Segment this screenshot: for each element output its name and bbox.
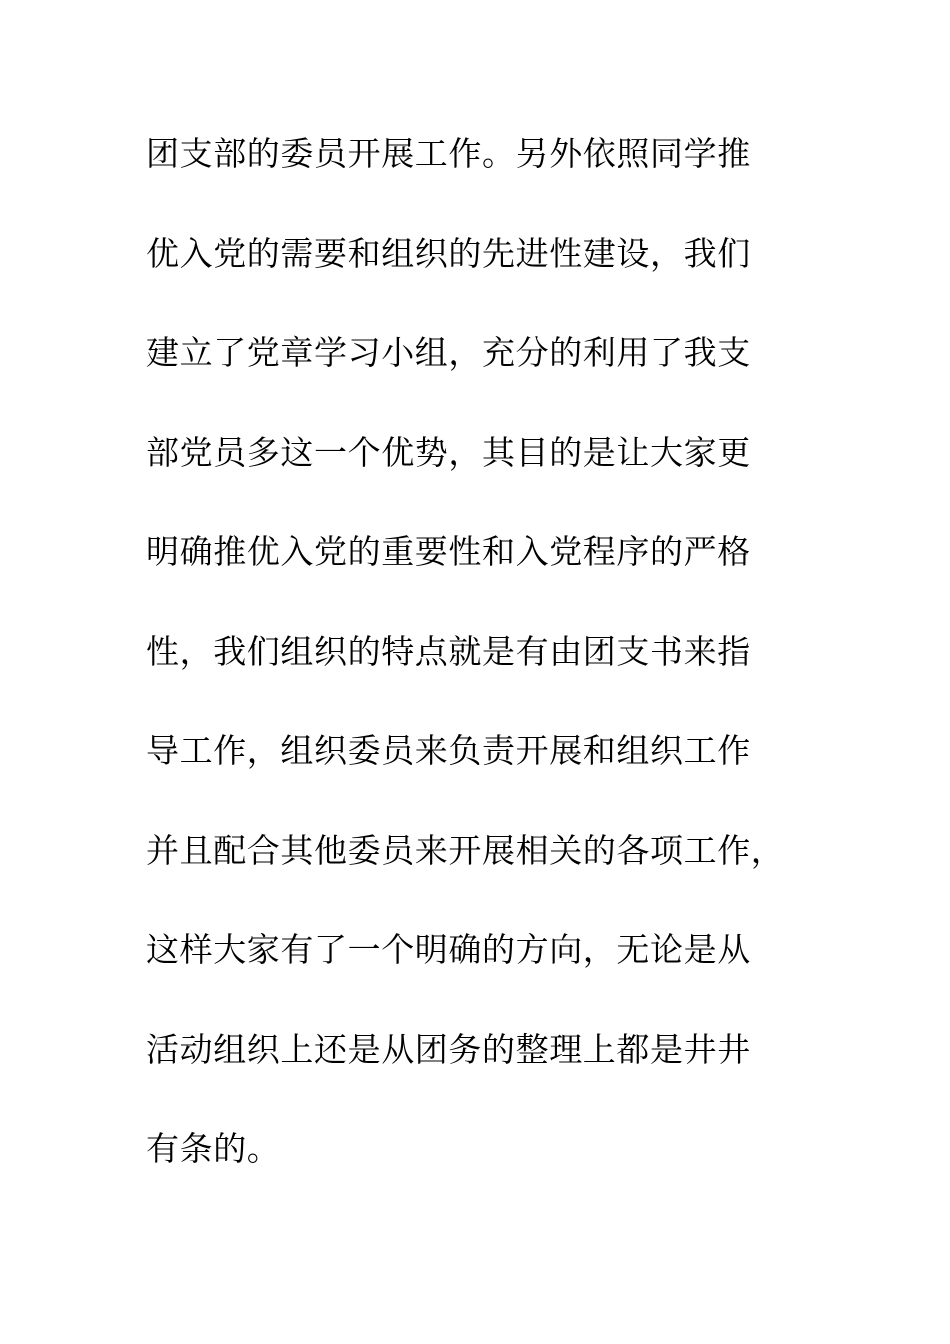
text-line: 这样大家有了一个明确的方向，无论是从 — [146, 930, 751, 969]
body-paragraph — [146, 128, 826, 1223]
text-line: 性，我们组织的特点就是有由团支书来指 — [146, 631, 751, 671]
text-line: 并且配合其他委员来开展相关的各项工作， — [146, 830, 785, 870]
text-line: 团支部的委员开展工作。另外依照同学推 — [146, 134, 751, 173]
text-line: 部党员多这一个优势，其目的是让大家更 — [146, 432, 751, 472]
text-line: 优入党的需要和组织的先进性建设，我们 — [146, 233, 751, 273]
text-line: 明确推优入党的重要性和入党程序的严格 — [146, 532, 751, 571]
text-line: 建立了党章学习小组，充分的利用了我支 — [146, 333, 751, 372]
text-line: 活动组织上还是从团务的整理上都是井井 — [146, 1029, 751, 1069]
text-line: 导工作，组织委员来负责开展和组织工作 — [146, 731, 751, 770]
text-line: 有条的。 — [146, 1129, 281, 1168]
